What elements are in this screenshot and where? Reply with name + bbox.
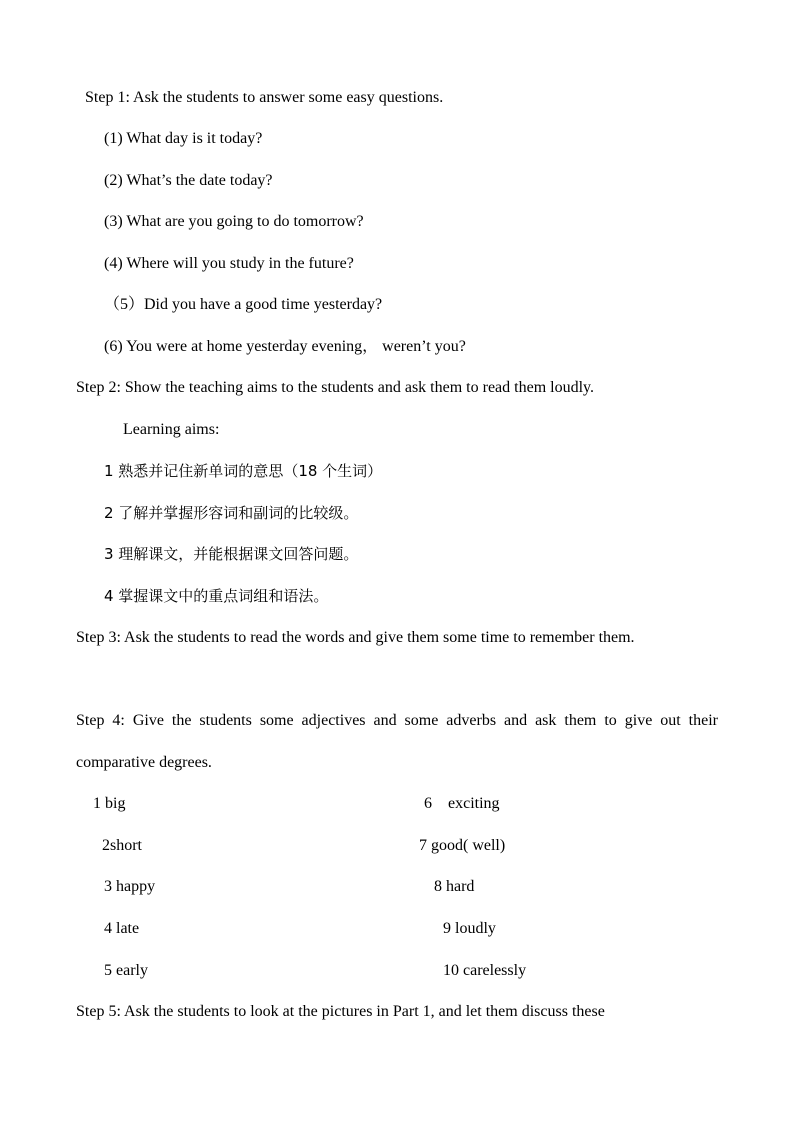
question-item: （5）Did you have a good time yesterday? <box>104 296 383 313</box>
word-item: 7 good( well) <box>419 837 506 854</box>
question-item: (6) You were at home yesterday evening， weren’t you? <box>104 338 466 355</box>
step2-heading: Step 2: Show the teaching aims to the students and ask them to read them loudly. <box>76 379 594 396</box>
word-item: 9 loudly <box>443 920 496 937</box>
step5-paragraph: Step 5: Ask the students to look at the pictures in Part 1, and let them discuss these <box>76 1003 605 1020</box>
aim-item: 3 理解课文，并能根据课文回答问题。 <box>104 545 359 563</box>
learning-aims-label: Learning aims: <box>123 421 220 438</box>
step1-heading: Step 1: Ask the students to answer some easy questions. <box>85 89 444 106</box>
word-item: 3 happy <box>104 878 156 895</box>
word-item: 4 late <box>104 920 140 937</box>
aim-item: 4 掌握课文中的重点词组和语法。 <box>104 587 329 605</box>
aim-item: 1 熟悉并记住新单词的意思（18 个生词） <box>104 462 383 480</box>
word-item: 1 big <box>93 795 126 812</box>
question-item: (4) Where will you study in the future? <box>104 255 354 272</box>
aim-item: 2 了解并掌握形容词和副词的比较级。 <box>104 504 359 522</box>
word-item: 10 carelessly <box>443 962 527 979</box>
word-item: 6 exciting <box>424 795 500 812</box>
step3-paragraph: Step 3: Ask the students to read the words and give them some time to remember them. <box>76 629 635 646</box>
word-item: 5 early <box>104 962 148 979</box>
question-item: (1) What day is it today? <box>104 130 263 147</box>
question-item: (2) What’s the date today? <box>104 172 273 189</box>
question-item: (3) What are you going to do tomorrow? <box>104 213 364 230</box>
word-item: 8 hard <box>434 878 475 895</box>
step4-paragraph: Step 4: Give the students some adjectives and some adverbs and ask them to give out their comparative degrees. <box>76 712 718 771</box>
word-item: 2short <box>102 837 142 854</box>
